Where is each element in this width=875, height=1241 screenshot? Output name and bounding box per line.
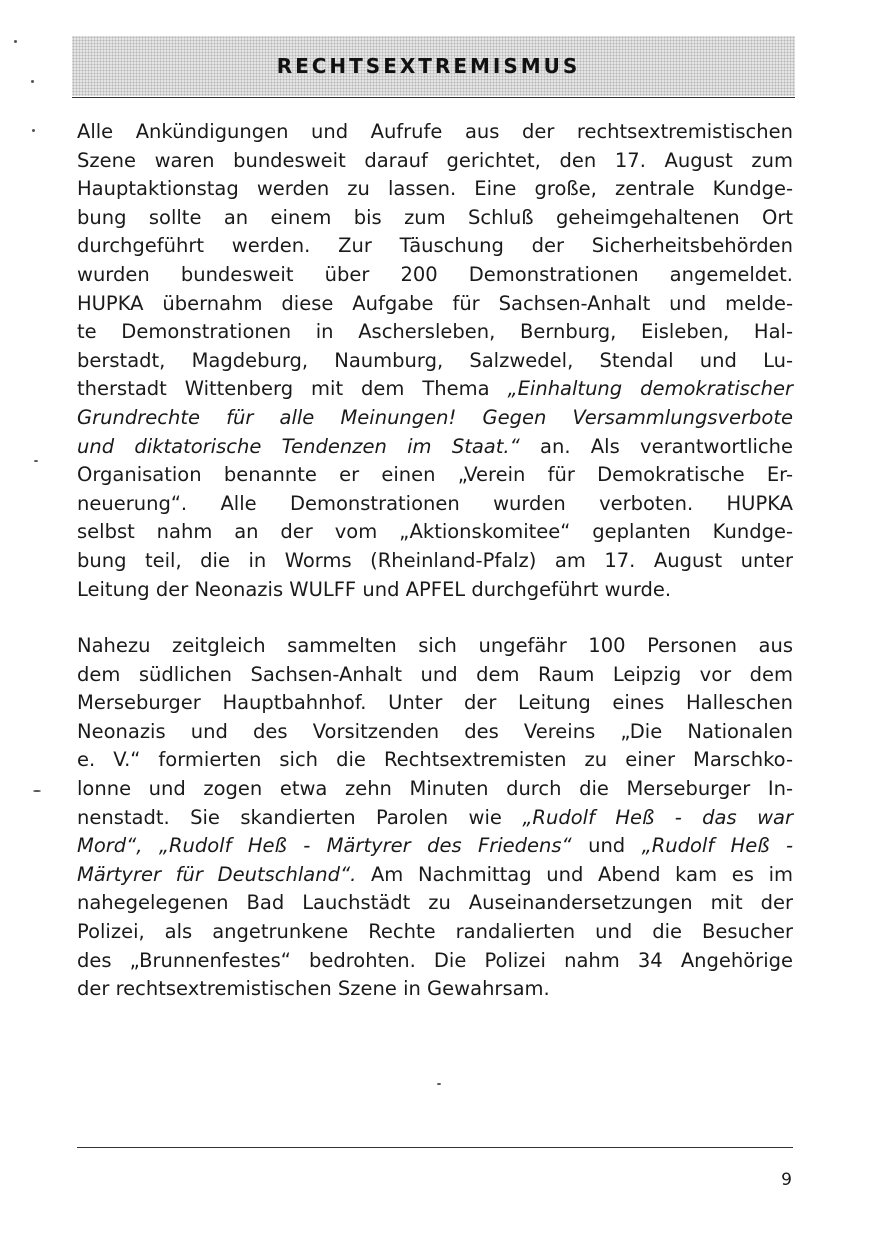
text-line <box>77 832 793 861</box>
text-line: Merseburger Hauptbahnhof. Unter der Leitung eines Halleschen <box>77 691 793 715</box>
text-line: des „Brunnenfestes“ bedrohten. Die Polizei nahm 34 Angehörige <box>77 948 793 972</box>
page-number: 9 <box>781 1170 792 1190</box>
scan-speck <box>32 129 35 132</box>
quoted-motto: „Einhaltung demokratischer <box>507 377 793 401</box>
scan-speck <box>34 460 38 462</box>
text-run: nenstadt. Sie skandierten Parolen wie <box>77 805 523 829</box>
paragraph-2 <box>77 632 793 1004</box>
quoted-slogan: Märtyrer für Deutschland“. <box>77 862 357 886</box>
paragraph-1 <box>77 118 793 604</box>
text-line: Organisation benannte er einen „Verein für Demokratische Er- <box>77 463 793 487</box>
text-line <box>77 804 793 833</box>
text-line: wurden bundesweit über 200 Demonstrationen angemeldet. <box>77 262 793 286</box>
text-line: neuerung“. Alle Demonstrationen wurden verboten. HUPKA <box>77 491 793 515</box>
text-line <box>77 404 793 433</box>
footer-divider <box>77 1147 793 1148</box>
text-line: der rechtsextremistischen Szene in Gewahrsam. <box>77 977 550 1001</box>
text-run: an. Als verantwortliche <box>519 434 793 458</box>
text-line: Nahezu zeitgleich sammelten sich ungefähr 100 Personen aus <box>77 634 793 657</box>
text-line <box>77 375 793 404</box>
header-divider <box>72 97 795 98</box>
text-line: HUPKA übernahm diese Aufgabe für Sachsen-Anhalt und melde- <box>77 291 793 315</box>
section-header-band <box>72 36 795 96</box>
quoted-slogan: „Rudolf Heß - das war <box>522 805 794 829</box>
scan-speck <box>33 790 41 792</box>
text-line: Szene waren bundesweit darauf gerichtet, den 17. August zum <box>77 148 793 172</box>
text-line: dem südlichen Sachsen-Anhalt und dem Raum Leipzig vor dem <box>77 662 793 686</box>
text-run: therstadt Wittenberg mit dem Thema <box>77 377 508 401</box>
text-line <box>77 861 793 890</box>
text-line: Hauptaktionstag werden zu lassen. Eine große, zentrale Kundge- <box>77 177 793 201</box>
text-line <box>77 433 793 462</box>
text-line: durchgeführt werden. Zur Täuschung der Sicherheitsbehörden <box>77 234 793 258</box>
text-line: Alle Ankündigungen und Aufrufe aus der rechtsextremistischen <box>77 120 793 143</box>
text-line: Polizei, als angetrunkene Rechte randalierten und die Besucher <box>77 919 793 943</box>
text-line: bung teil, die in Worms (Rheinland-Pfalz) am 17. August unter <box>77 548 793 572</box>
quoted-slogan: Mord“, „Rudolf Heß - Märtyrer des Friedens“ <box>77 834 572 858</box>
text-line: selbst nahm an der vom „Aktionskomitee“ geplanten Kundge- <box>77 520 793 544</box>
quoted-slogan: „Rudolf Heß - <box>641 834 793 858</box>
text-line: e. V.“ formierten sich die Rechtsextremisten zu einer Marschko- <box>77 748 793 772</box>
quoted-motto: und diktatorische Tendenzen im Staat.“ <box>77 434 520 458</box>
scan-speck <box>14 40 17 43</box>
text-line: berstadt, Magdeburg, Naumburg, Salzwedel, Stendal und Lu- <box>77 348 793 372</box>
text-run: Am Nachmittag und Abend kam es im <box>356 862 793 886</box>
quoted-motto: Grundrechte für alle Meinungen! Gegen Versammlungsverbote <box>77 405 793 429</box>
section-title: RECHTSEXTREMISMUS <box>276 54 581 78</box>
text-line: lonne und zogen etwa zehn Minuten durch die Merseburger In- <box>77 776 793 800</box>
text-line: bung sollte an einem bis zum Schluß geheimgehaltenen Ort <box>77 205 793 229</box>
text-line: Neonazis und des Vorsitzenden des Vereins „Die Nationalen <box>77 719 793 743</box>
text-line: te Demonstrationen in Aschersleben, Bernburg, Eisleben, Hal- <box>77 320 793 344</box>
text-line: Leitung der Neonazis WULFF und APFEL durchgeführt wurde. <box>77 577 672 601</box>
scan-speck <box>31 80 34 83</box>
text-run: und <box>571 834 642 858</box>
text-line: nahegelegenen Bad Lauchstädt zu Auseinandersetzungen mit der <box>77 891 793 915</box>
scan-speck <box>437 1083 441 1085</box>
